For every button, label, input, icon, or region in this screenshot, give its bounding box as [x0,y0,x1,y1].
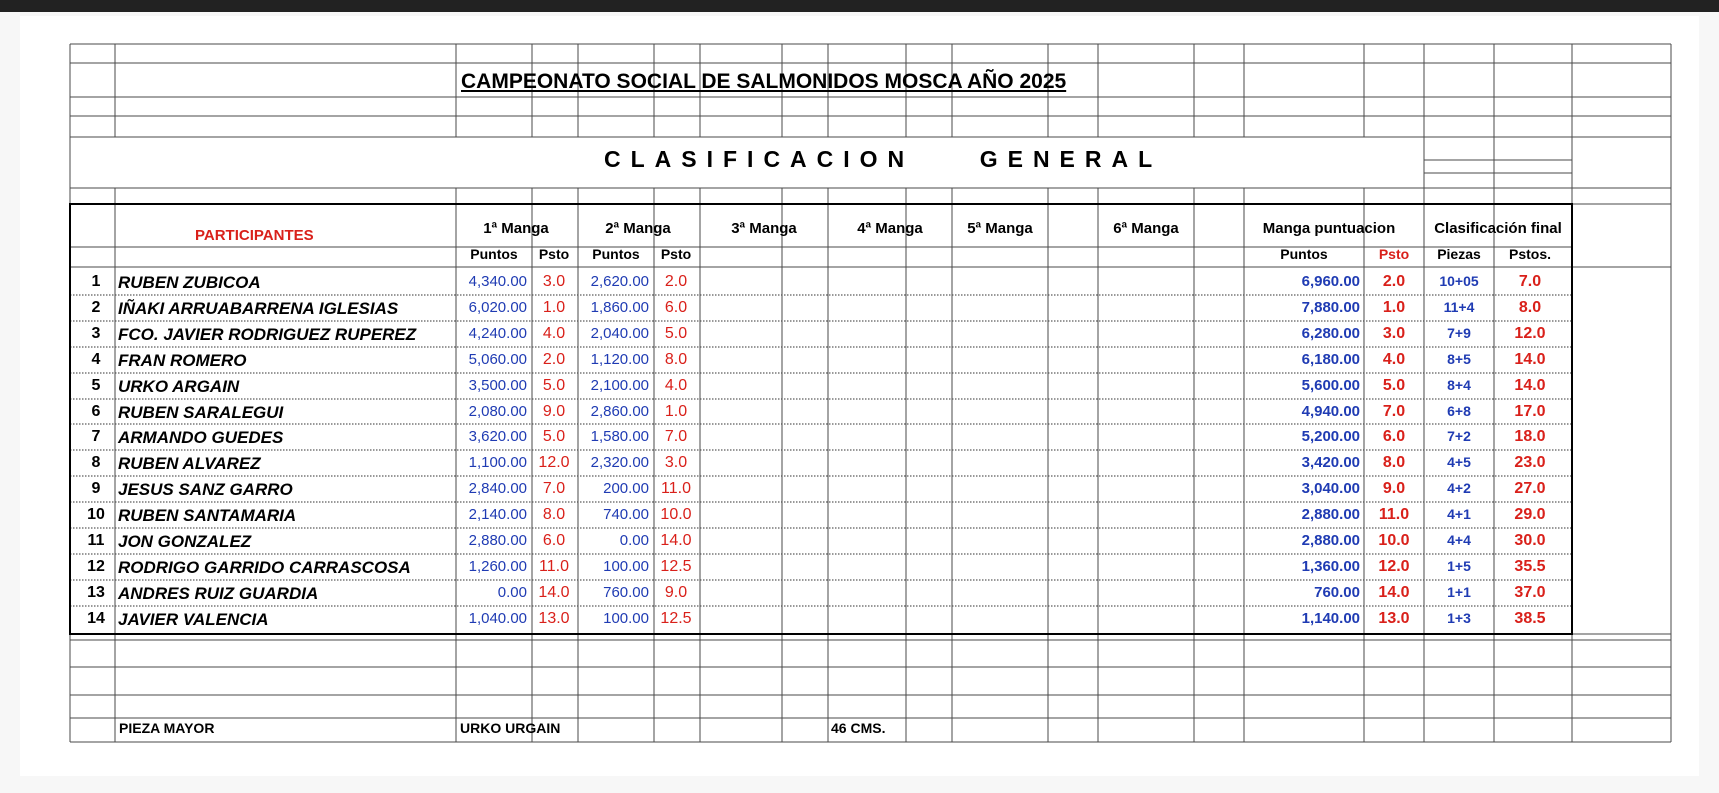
manga2-points: 1,120.00 [590,350,649,368]
manga2-position: 9.0 [664,583,688,601]
final-score: 7.0 [1518,273,1542,290]
pieza-mayor-label: PIEZA MAYOR [119,720,215,736]
rank-cell: 4 [91,350,101,368]
total-position: 5.0 [1382,376,1406,394]
manga2-position: 12.5 [660,557,692,575]
m2-puntos-subheader: Puntos [592,246,640,262]
final-score: 38.5 [1514,609,1546,627]
total-position: 1.0 [1382,298,1406,316]
rank-cell: 3 [91,324,101,342]
final-score: 37.0 [1514,583,1546,601]
manga1-position: 12.0 [538,454,570,472]
total-position: 4.0 [1382,350,1406,368]
manga1-position: 5.0 [542,376,566,394]
pstos-subheader: Pstos. [1508,246,1551,262]
participant-name: RODRIGO GARRIDO CARRASCOSA [118,557,411,577]
rank-cell: 7 [91,428,101,446]
participant-name: ARMANDO GUEDES [118,428,284,448]
total-points: 7,880.00 [1301,298,1360,316]
page-subtitle [604,148,1162,171]
total-points: 1,140.00 [1301,609,1360,627]
rank-cell: 5 [91,376,101,394]
final-score: 18.0 [1514,428,1546,446]
piezas-subheader: Piezas [1437,246,1481,262]
final-score: 14.0 [1514,350,1546,368]
manga1-position: 4.0 [542,324,566,342]
participant-name: RUBEN ALVAREZ [118,454,261,474]
participant-name: JAVIER VALENCIA [118,609,269,629]
manga2-points: 1,860.00 [590,298,649,316]
final-score: 30.0 [1514,532,1546,549]
manga2-position: 2.0 [664,273,688,290]
total-position: 7.0 [1382,402,1406,420]
manga1-points: 2,080.00 [468,402,527,420]
participant-name: ANDRES RUIZ GUARDIA [118,583,319,603]
total-points: 1,360.00 [1301,557,1360,575]
total-position: 8.0 [1382,454,1406,472]
total-position: 2.0 [1382,273,1406,290]
piezas-count: 4+4 [1447,532,1471,548]
participant-name: RUBEN SARALEGUI [118,402,284,422]
participant-name: URKO ARGAIN [118,376,240,396]
final-score: 14.0 [1514,376,1546,394]
page-title: CAMPEONATO SOCIAL DE SALMONIDOS MOSCA AÑO 2025 [461,70,1067,93]
manga1-points: 0.00 [497,583,527,601]
manga1-points: 4,240.00 [468,324,527,342]
piezas-count: 1+3 [1447,609,1471,626]
total-points: 6,280.00 [1301,324,1360,342]
final-score: 12.0 [1514,324,1546,342]
rank-cell: 13 [87,583,105,601]
manga1-position: 5.0 [542,428,566,446]
manga2-position: 7.0 [664,428,688,446]
rank-cell: 11 [87,532,105,549]
manga1-position: 3.0 [542,273,566,290]
manga-puntuacion-header: Manga puntuacion [1262,220,1396,237]
total-position: 10.0 [1378,532,1410,549]
total-points: 6,960.00 [1301,273,1360,290]
total-points: 3,420.00 [1301,454,1360,472]
manga2-position: 4.0 [664,376,688,394]
manga2-points: 200.00 [603,480,649,498]
rank-cell: 8 [91,454,101,472]
manga1-position: 6.0 [542,532,566,549]
manga2-points: 100.00 [603,557,649,575]
participant-name: RUBEN SANTAMARIA [118,506,297,526]
manga1-points: 1,260.00 [468,557,527,575]
manga2-points: 2,620.00 [590,273,649,290]
piezas-count: 7+2 [1447,428,1471,445]
total-points: 760.00 [1314,583,1360,601]
final-score: 29.0 [1514,506,1546,524]
manga1-position: 13.0 [538,609,570,627]
manga1-points: 6,020.00 [468,298,527,316]
manga1-position: 2.0 [542,350,566,368]
manga1-points: 2,140.00 [468,506,527,524]
manga6-header: 6ª Manga [1113,220,1179,237]
piezas-count: 4+1 [1447,506,1471,523]
pieza-mayor-winner: URKO URGAIN [460,720,561,736]
manga1-points: 3,500.00 [468,376,527,394]
piezas-count: 8+4 [1447,376,1471,393]
manga1-points: 4,340.00 [468,273,527,290]
piezas-count: 7+9 [1447,324,1471,341]
rank-cell: 10 [87,506,105,524]
manga2-position: 8.0 [664,350,688,368]
participant-name: FCO. JAVIER RODRIGUEZ RUPEREZ [118,324,417,344]
manga5-header: 5ª Manga [967,220,1033,237]
final-score: 17.0 [1514,402,1546,420]
m1-puntos-subheader: Puntos [470,246,518,262]
participant-name: RUBEN ZUBICOA [118,273,261,292]
manga2-position: 12.5 [660,609,692,627]
total-points: 2,880.00 [1301,506,1360,524]
total-position: 13.0 [1378,609,1410,627]
total-points: 5,200.00 [1301,428,1360,446]
manga2-points: 2,860.00 [590,402,649,420]
rank-cell: 1 [91,273,101,290]
manga3-header: 3ª Manga [731,220,797,237]
final-score: 8.0 [1518,298,1542,316]
manga1-points: 5,060.00 [468,350,527,368]
subtitle-text: CLASIFICACION GENERAL [604,146,1163,172]
m1-psto-subheader: Psto [538,246,570,262]
final-score: 23.0 [1514,454,1546,472]
total-points: 5,600.00 [1301,376,1360,394]
manga2-points: 2,040.00 [590,324,649,342]
rank-cell: 14 [87,609,105,627]
piezas-count: 10+05 [1439,273,1479,289]
total-position: 12.0 [1378,557,1410,575]
total-psto-subheader: Psto [1378,246,1410,262]
manga1-position: 7.0 [542,480,566,498]
participant-name: FRAN ROMERO [118,350,247,370]
total-points: 4,940.00 [1301,402,1360,420]
manga4-header: 4ª Manga [857,220,923,237]
total-points: 3,040.00 [1301,480,1360,498]
manga1-position: 14.0 [538,583,570,601]
total-position: 6.0 [1382,428,1406,446]
manga2-position: 10.0 [660,506,692,524]
manga2-points: 760.00 [603,583,649,601]
rank-cell: 12 [87,557,105,575]
pieza-mayor-size: 46 CMS. [831,720,886,736]
manga2-points: 1,580.00 [590,428,649,446]
manga2-position: 11.0 [661,480,691,498]
total-position: 14.0 [1378,583,1410,601]
piezas-count: 6+8 [1447,402,1471,419]
clasificacion-final-header: Clasificación final [1434,220,1562,237]
manga2-points: 740.00 [603,506,649,524]
manga1-points: 2,840.00 [468,480,527,498]
piezas-count: 11+4 [1443,298,1475,315]
m2-psto-subheader: Psto [660,246,692,262]
final-score: 35.5 [1514,557,1546,575]
participant-name: IÑAKI ARRUABARRENA IGLESIAS [118,298,399,318]
manga1-points: 3,620.00 [468,428,527,446]
total-puntos-subheader: Puntos [1280,246,1328,262]
total-position: 3.0 [1382,324,1406,342]
total-points: 6,180.00 [1301,350,1360,368]
manga1-position: 1.0 [542,298,566,316]
manga2-position: 14.0 [660,532,692,549]
manga2-points: 0.00 [619,532,649,549]
manga1-position: 11.0 [539,557,569,575]
manga1-header: 1ª Manga [483,220,549,237]
manga2-position: 3.0 [664,454,688,472]
manga1-points: 1,040.00 [468,609,527,627]
manga2-position: 6.0 [664,298,688,316]
piezas-count: 8+5 [1447,350,1471,367]
rank-cell: 9 [91,480,101,498]
manga1-points: 1,100.00 [468,454,527,472]
participants-header: PARTICIPANTES [195,227,314,244]
manga1-points: 2,880.00 [468,532,527,549]
total-position: 11.0 [1378,506,1410,524]
rank-cell: 6 [91,402,101,420]
piezas-count: 4+2 [1447,480,1471,497]
piezas-count: 1+1 [1447,583,1471,600]
manga2-points: 2,100.00 [590,376,649,394]
piezas-count: 1+5 [1447,557,1471,574]
piezas-count: 4+5 [1447,454,1471,471]
manga2-position: 1.0 [664,402,688,420]
manga2-points: 100.00 [603,609,649,627]
total-position: 9.0 [1382,480,1406,498]
final-score: 27.0 [1514,480,1546,498]
rank-cell: 2 [91,298,101,316]
manga2-header: 2ª Manga [605,220,671,237]
manga1-position: 8.0 [542,506,566,524]
participant-name: JON GONZALEZ [118,532,252,551]
total-points: 2,880.00 [1301,532,1360,549]
manga2-position: 5.0 [664,324,688,342]
participant-name: JESUS SANZ GARRO [118,480,293,500]
manga1-position: 9.0 [542,402,566,420]
manga2-points: 2,320.00 [590,454,649,472]
